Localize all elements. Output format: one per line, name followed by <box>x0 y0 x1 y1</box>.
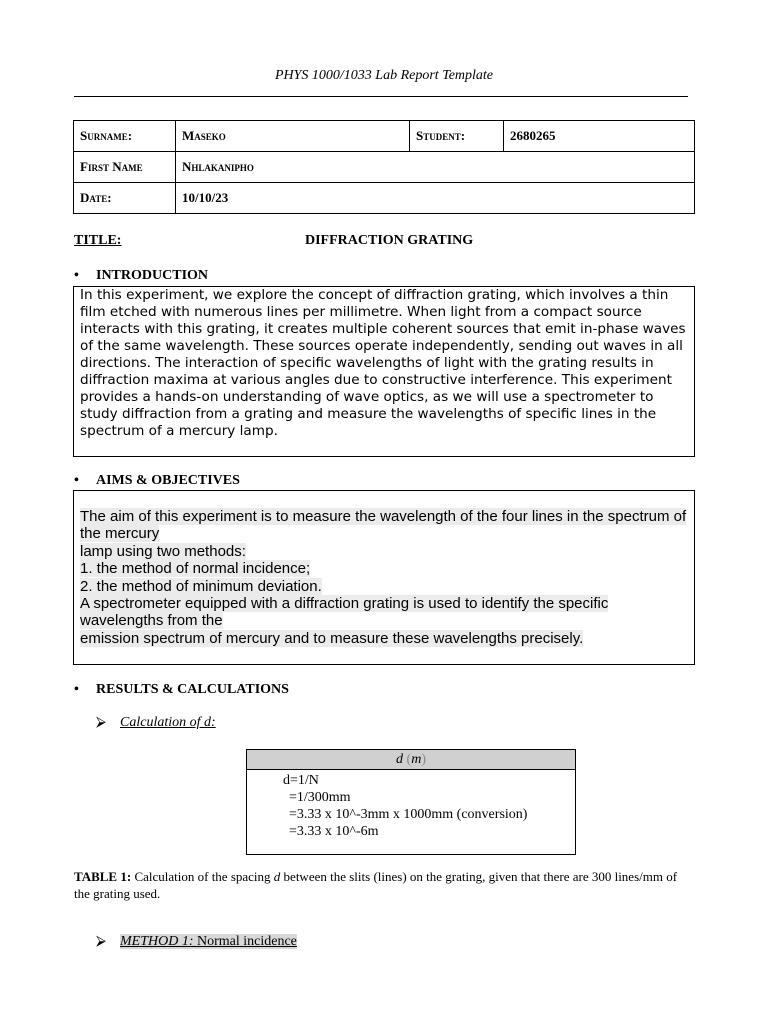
method1-label: METHOD 1: <box>120 934 194 949</box>
introduction-heading <box>74 268 208 284</box>
date-value: 10/10/23 <box>176 183 695 214</box>
method1-text: Normal incidence <box>193 934 297 949</box>
d-table-body <box>247 770 575 840</box>
aims-line: A spectrometer equipped with a diffraction grating is used to identify the specific wavelengths from the <box>80 595 609 630</box>
aims-line: lamp using two methods: <box>80 542 246 560</box>
report-title: DIFFRACTION GRATING <box>305 233 474 248</box>
first-name-value: Nhlakanipho <box>176 152 695 183</box>
aims-line: 2. the method of minimum deviation. <box>80 577 322 595</box>
calculation-label: Calculation of d: <box>120 715 216 730</box>
d-calc-line: =1/300mm <box>289 790 351 805</box>
title-label: TITLE: <box>74 233 122 248</box>
header-divider <box>74 96 688 97</box>
surname-label: Surname: <box>74 121 176 152</box>
page-header-title: PHYS 1000/1033 Lab Report Template <box>274 68 494 83</box>
caption-symbol: d <box>273 869 281 884</box>
caption-label: TABLE 1: <box>74 869 132 884</box>
table-caption: TABLE 1: Calculation of the spacing d between the slits (lines) on the grating, given that there are 300 lines/mm of the grating used. <box>74 869 678 901</box>
calculation-item <box>96 715 216 731</box>
surname-value: Maseko <box>176 121 410 152</box>
bullet-icon: • <box>74 268 79 283</box>
d-calc-line: =3.33 x 10^-6m <box>289 824 379 839</box>
d-calc-line: =3.33 x 10^-3mm x 1000mm (conversion) <box>289 807 528 822</box>
d-table-header: d (m) <box>247 750 575 770</box>
aims-heading-text: AIMS & OBJECTIVES <box>96 473 240 488</box>
bullet-icon: • <box>74 473 79 488</box>
student-info-table <box>73 120 695 214</box>
first-name-label: First Name <box>74 152 176 183</box>
method1-item <box>96 934 297 950</box>
aims-line: 1. the method of normal incidence; <box>80 560 311 578</box>
d-unit: m <box>411 752 422 767</box>
results-heading-text: RESULTS & CALCULATIONS <box>96 682 289 697</box>
d-symbol: d <box>396 752 404 767</box>
student-value: 2680265 <box>504 121 695 152</box>
aims-body <box>73 490 695 665</box>
introduction-heading-text: INTRODUCTION <box>96 268 209 283</box>
student-label: Student: <box>410 121 504 152</box>
bullet-icon: • <box>74 682 79 697</box>
d-calc-line: d=1/N <box>283 773 319 788</box>
results-heading <box>74 682 289 698</box>
date-label: Date: <box>74 183 176 214</box>
introduction-body: In this experiment, we explore the concept of diffraction grating, which involves a thin film etched with numerous lines per millimetre. When light from a compact source interacts with this grating, it creates multiple coherent sources that emit in-phase waves of the same wavelength. These sources operate independently, sending out waves in all directions. The interaction of specific wavelengths of light with the grating results in diffraction maxima at various angles due to constructive interference. This experiment provides a hands-on understanding of wave optics, as we will use a spectrometer to study diffraction from a grating and measure the wavelengths of specific lines in the spectrum of a mercury lamp. <box>73 286 695 457</box>
aims-heading <box>74 473 240 489</box>
aims-line: The aim of this experiment is to measure the wavelength of the four lines in the spectrum of the mercury <box>80 508 687 543</box>
d-calculation-table <box>246 749 576 855</box>
arrow-bullet-icon: ⮚ <box>96 715 106 730</box>
aims-line: emission spectrum of mercury and to measure these wavelengths precisely. <box>80 629 584 647</box>
arrow-bullet-icon: ⮚ <box>96 934 106 949</box>
